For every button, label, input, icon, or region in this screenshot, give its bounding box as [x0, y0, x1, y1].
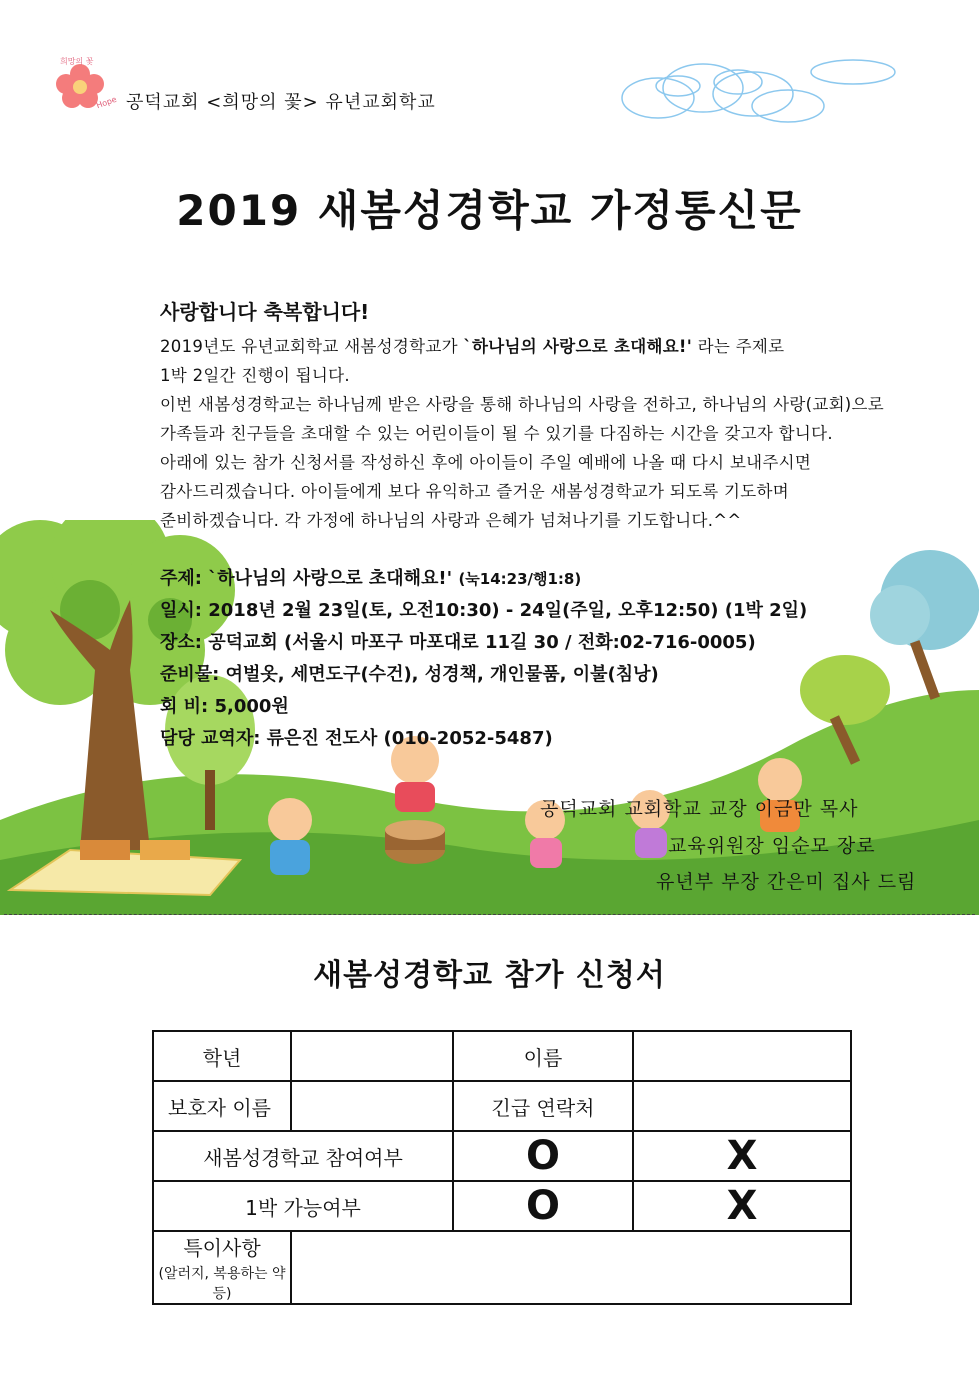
circle-yes-icon: O: [525, 1133, 560, 1179]
cross-no-icon: X: [726, 1133, 758, 1179]
detail-place: 장소: 공덕교회 (서울시 마포구 마포대로 11길 30 / 전화:02-716-0005): [160, 632, 756, 653]
grade-label: 학년: [153, 1031, 291, 1081]
letter-line-2: 1박 2일간 진행이 됩니다.: [160, 366, 350, 385]
school-name: 공덕교회 <희망의 꽃> 유년교회학교: [126, 92, 436, 113]
cross-no-icon: X: [726, 1183, 758, 1229]
circle-yes-icon: O: [525, 1183, 560, 1229]
letter-line-7: 준비하겠습니다. 각 가정에 하나님의 사랑과 은혜가 넘쳐나기를 기도합니다.^^: [160, 511, 742, 530]
letter-line-1c: 라는 주제로: [692, 337, 785, 356]
form-row-notes: [153, 1231, 851, 1304]
cut-line-divider: [4, 914, 975, 915]
letter-line-5: 아래에 있는 참가 신청서를 작성하신 후에 아이들이 주일 예배에 나올 때 다시 보내주시면: [160, 453, 812, 472]
clouds-icon: [618, 56, 903, 136]
greeting-heading: 사랑합니다 축복합니다!: [160, 300, 370, 324]
logo-small-text: 희망의 꽃: [60, 57, 94, 66]
grade-field[interactable]: [291, 1031, 453, 1081]
letter-line-3: 이번 새봄성경학교는 하나님께 받은 사랑을 통해 하나님의 사랑을 전하고, 하나님의 사랑(교회)으로: [160, 395, 885, 414]
letter-line-1a: 2019년도 유년교회학교 새봄성경학교가: [160, 337, 464, 356]
detail-date: 일시: 2018년 2월 23일(토, 오전10:30) - 24일(주일, 오후12:50) (1박 2일): [160, 600, 808, 621]
name-label: 이름: [453, 1031, 633, 1081]
overnight-yes-option[interactable]: [453, 1181, 633, 1231]
participation-yes-option[interactable]: [453, 1131, 633, 1181]
emergency-label: 긴급 연락처: [453, 1081, 633, 1131]
letter-line-6: 감사드리겠습니다. 아이들에게 보다 유익하고 즐거운 새봄성경학교가 되도록 기도하며: [160, 482, 789, 501]
letter-line-4: 가족들과 친구들을 초대할 수 있는 어린이들이 될 수 있기를 다짐하는 시간을 갖고자 합니다.: [160, 424, 833, 443]
detail-theme: [160, 564, 581, 590]
page-title: 2019 새봄성경학교 가정통신문: [176, 186, 803, 235]
signature-department-head: 유년부 부장 간은미 집사 드림: [656, 871, 917, 893]
overnight-no-option[interactable]: [633, 1181, 851, 1231]
detail-fee: 회 비: 5,000원: [160, 696, 289, 717]
detail-contact: 담당 교역자: 류은진 전도사 (010-2052-5487): [160, 728, 553, 749]
overnight-label: 1박 가능여부: [153, 1181, 453, 1231]
letter-line-1: [160, 333, 784, 357]
emergency-field[interactable]: [633, 1081, 851, 1131]
form-row-guardian-emergency: [153, 1081, 851, 1131]
name-field[interactable]: [633, 1031, 851, 1081]
participation-label: 새봄성경학교 참여여부: [153, 1131, 453, 1181]
form-row-overnight: [153, 1181, 851, 1231]
notes-label: 특이사항: [183, 1236, 261, 1260]
guardian-label: 보호자 이름: [153, 1081, 291, 1131]
notes-field[interactable]: [291, 1231, 851, 1304]
application-form: [152, 1030, 852, 1305]
notes-hint: (알러지, 복용하는 약 등): [158, 1266, 286, 1302]
form-row-grade-name: [153, 1031, 851, 1081]
form-title: 새봄성경학교 참가 신청서: [313, 958, 666, 993]
detail-theme-ref: (눅14:23/행1:8): [458, 570, 582, 588]
signature-principal: 공덕교회 교회학교 교장 이금만 목사: [540, 798, 859, 820]
logo-hope-text: Hope: [95, 94, 118, 111]
detail-items: 준비물: 여벌옷, 세면도구(수건), 성경책, 개인물품, 이불(침낭): [160, 664, 659, 685]
notes-label-cell: [153, 1231, 291, 1304]
signature-education-chair: 교육위원장 임순모 장로: [668, 835, 876, 857]
form-row-participation: [153, 1131, 851, 1181]
letter-theme-highlight: `하나님의 사랑으로 초대해요!': [463, 337, 693, 356]
detail-theme-text: 주제: `하나님의 사랑으로 초대해요!': [160, 568, 453, 589]
guardian-field[interactable]: [291, 1081, 453, 1131]
participation-no-option[interactable]: [633, 1131, 851, 1181]
